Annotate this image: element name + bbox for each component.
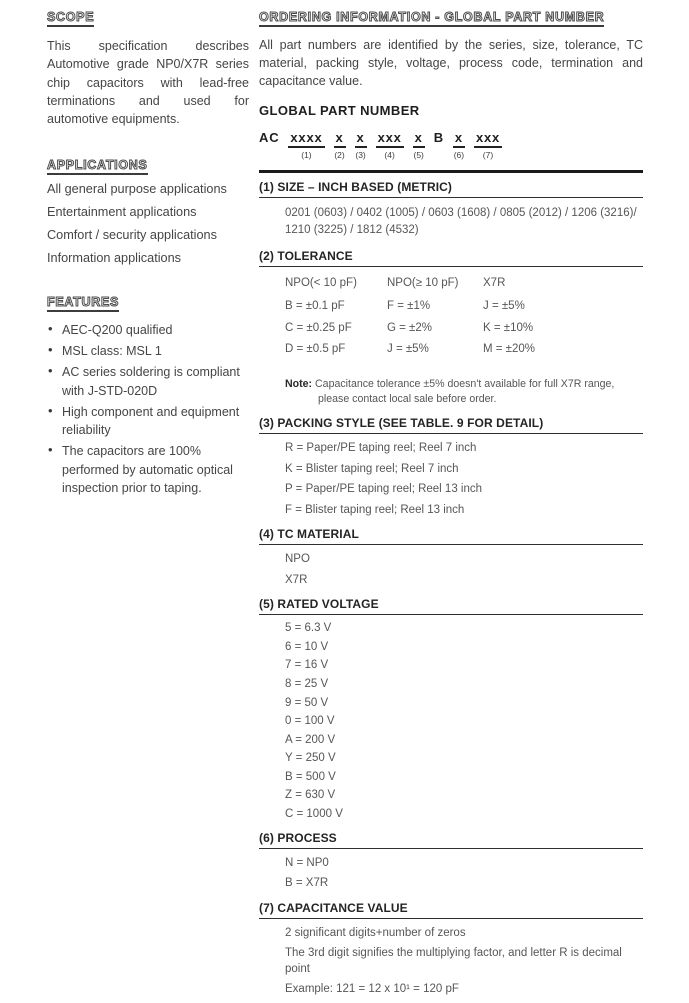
tolerance-value: F = ±1% bbox=[387, 300, 431, 313]
voltage-option: B = 500 V bbox=[285, 770, 336, 783]
segment-text: x bbox=[453, 130, 465, 148]
applications-list bbox=[47, 182, 249, 267]
tolerance-note-line1 bbox=[285, 377, 643, 392]
segment-text: x bbox=[334, 130, 346, 148]
part-number-segment-series bbox=[259, 129, 279, 149]
size-values: 0201 (0603) / 0402 (1005) / 0603 (1608) / 0805 (2012) / 1206 (3216)/ 1210 (3225) / 1812 (4532) bbox=[285, 206, 637, 237]
part-number-segment-capacitance bbox=[474, 129, 502, 160]
packing-option: P = Paper/PE taping reel; Reel 13 inch bbox=[285, 483, 483, 496]
tc-material-option: NPO bbox=[285, 553, 310, 566]
right-column bbox=[259, 8, 643, 1003]
part-number-segment-tolerance bbox=[334, 129, 346, 160]
segment-text: x bbox=[355, 130, 367, 148]
segment-number: (7) bbox=[482, 150, 494, 160]
tolerance-value: D = ±0.5 pF bbox=[285, 342, 346, 355]
section-process-title: (6) PROCESS bbox=[259, 831, 643, 849]
applications-section bbox=[47, 156, 249, 267]
feature-item: • High component and equipment reliability bbox=[47, 403, 249, 440]
features-section bbox=[47, 293, 249, 497]
voltage-option: C = 1000 V bbox=[285, 808, 343, 821]
note-label: Note: bbox=[285, 378, 313, 391]
tolerance-table bbox=[285, 276, 643, 363]
feature-item: • AEC-Q200 qualified bbox=[47, 321, 249, 339]
process-option: B = X7R bbox=[285, 877, 329, 890]
section-tolerance-title: (2) TOLERANCE bbox=[259, 249, 643, 267]
voltage-option: 0 = 100 V bbox=[285, 715, 335, 728]
segment-text: AC bbox=[259, 130, 280, 145]
part-number-segment-size bbox=[288, 129, 324, 160]
segment-text: B bbox=[433, 130, 444, 145]
scope-heading: SCOPE bbox=[47, 10, 94, 27]
capacitance-rule-line: Example: 121 = 12 x 10¹ = 120 pF bbox=[285, 983, 459, 996]
section-tc-material-title: (4) TC MATERIAL bbox=[259, 527, 643, 545]
voltage-option: 8 = 25 V bbox=[285, 677, 329, 690]
segment-number: (2) bbox=[334, 150, 345, 160]
capacitance-rule-line: 2 significant digits+number of zeros bbox=[285, 926, 466, 939]
part-number-segment-process bbox=[453, 129, 465, 160]
tolerance-column-header: NPO(≥ 10 pF) bbox=[387, 277, 459, 290]
segment-text: xxx bbox=[474, 130, 502, 148]
scope-text: This specification describes Automotive grade NP0/X7R series chip capacitors with lead-free terminations and used for automotive equipments. bbox=[47, 39, 249, 126]
voltage-option: 9 = 50 V bbox=[285, 696, 329, 709]
capacitance-rule-line: The 3rd digit signifies the multiplying factor, and letter R is decimal point bbox=[285, 947, 622, 975]
packing-option: F = Blister taping reel; Reel 13 inch bbox=[285, 503, 465, 516]
tolerance-value: M = ±20% bbox=[483, 342, 536, 355]
divider-rule bbox=[259, 170, 643, 173]
section-rated-voltage-title: (5) RATED VOLTAGE bbox=[259, 597, 643, 615]
section-capacitance-value-title: (7) CAPACITANCE VALUE bbox=[259, 901, 643, 919]
feature-item: • AC series soldering is compliant with J-STD-020D bbox=[47, 363, 249, 400]
segment-text: x bbox=[413, 130, 425, 148]
features-heading: FEATURES bbox=[47, 295, 119, 312]
section-size bbox=[259, 180, 643, 241]
section-rated-voltage bbox=[259, 597, 643, 822]
part-number-segment-termination bbox=[434, 129, 444, 149]
tolerance-value: J = ±5% bbox=[483, 300, 525, 313]
tolerance-value: K = ±10% bbox=[483, 321, 534, 334]
applications-heading: APPLICATIONS bbox=[47, 158, 148, 175]
features-list bbox=[47, 321, 249, 497]
part-number-segment-packing bbox=[355, 129, 367, 160]
tolerance-note-line2: please contact local sale before order. bbox=[318, 393, 497, 406]
part-number-segment-tc-material bbox=[376, 129, 404, 160]
section-capacitance-value bbox=[259, 901, 643, 998]
section-packing-style-title: (3) PACKING STYLE (SEE TABLE. 9 FOR DETAIL) bbox=[259, 416, 643, 434]
tolerance-column-npo-lt10 bbox=[285, 276, 387, 363]
section-tc-material bbox=[259, 527, 643, 588]
feature-item: • The capacitors are 100% performed by automatic optical inspection prior to taping. bbox=[47, 442, 249, 497]
packing-option: R = Paper/PE taping reel; Reel 7 inch bbox=[285, 442, 477, 455]
application-item: Entertainment applications bbox=[47, 205, 197, 220]
part-number-template bbox=[259, 129, 643, 160]
segment-number: (5) bbox=[413, 150, 424, 160]
feature-item: • MSL class: MSL 1 bbox=[47, 342, 249, 360]
part-number-segment-voltage bbox=[413, 129, 425, 160]
tolerance-value: B = ±0.1 pF bbox=[285, 300, 345, 313]
tolerance-column-header: X7R bbox=[483, 277, 506, 290]
voltage-option: Z = 630 V bbox=[285, 789, 336, 802]
section-tolerance bbox=[259, 249, 643, 407]
application-item: Comfort / security applications bbox=[47, 228, 217, 242]
tolerance-value: J = ±5% bbox=[387, 342, 429, 355]
segment-text: xxx bbox=[376, 130, 404, 148]
voltage-option: 7 = 16 V bbox=[285, 659, 329, 672]
voltage-option: Y = 250 V bbox=[285, 752, 336, 765]
tolerance-column-header: NPO(< 10 pF) bbox=[285, 277, 357, 290]
segment-number: (3) bbox=[355, 150, 366, 160]
segment-number: (1) bbox=[301, 150, 312, 160]
packing-option: K = Blister taping reel; Reel 7 inch bbox=[285, 462, 459, 475]
segment-text: xxxx bbox=[288, 130, 324, 148]
global-part-number-heading: GLOBAL PART NUMBER bbox=[259, 103, 420, 118]
section-process bbox=[259, 831, 643, 892]
scope-section bbox=[47, 8, 249, 128]
application-item: All general purpose applications bbox=[47, 182, 227, 197]
tolerance-note bbox=[285, 377, 643, 407]
tolerance-value: C = ±0.25 pF bbox=[285, 321, 352, 334]
section-size-title: (1) SIZE – INCH BASED (METRIC) bbox=[259, 180, 643, 198]
tolerance-column-npo-ge10 bbox=[387, 276, 483, 363]
process-option: N = NP0 bbox=[285, 856, 329, 869]
voltage-option: 6 = 10 V bbox=[285, 640, 329, 653]
tc-material-option: X7R bbox=[285, 573, 308, 586]
segment-number: (4) bbox=[384, 150, 395, 160]
left-column bbox=[47, 8, 259, 1003]
application-item: Information applications bbox=[47, 250, 181, 265]
tolerance-column-x7r bbox=[483, 276, 643, 363]
tolerance-value: G = ±2% bbox=[387, 321, 432, 334]
section-packing-style bbox=[259, 416, 643, 518]
segment-number: (6) bbox=[453, 150, 465, 160]
ordering-information-heading: ORDERING INFORMATION - GLOBAL PART NUMBER bbox=[259, 10, 604, 27]
voltage-option: A = 200 V bbox=[285, 733, 336, 746]
ordering-intro-text: All part numbers are identified by the series, size, tolerance, TC material, packing style, voltage, process code, termination and capacitance value. bbox=[259, 38, 643, 88]
voltage-option: 5 = 6.3 V bbox=[285, 622, 332, 635]
note-text: Capacitance tolerance ±5% doesn't available for full X7R range, bbox=[315, 378, 615, 391]
